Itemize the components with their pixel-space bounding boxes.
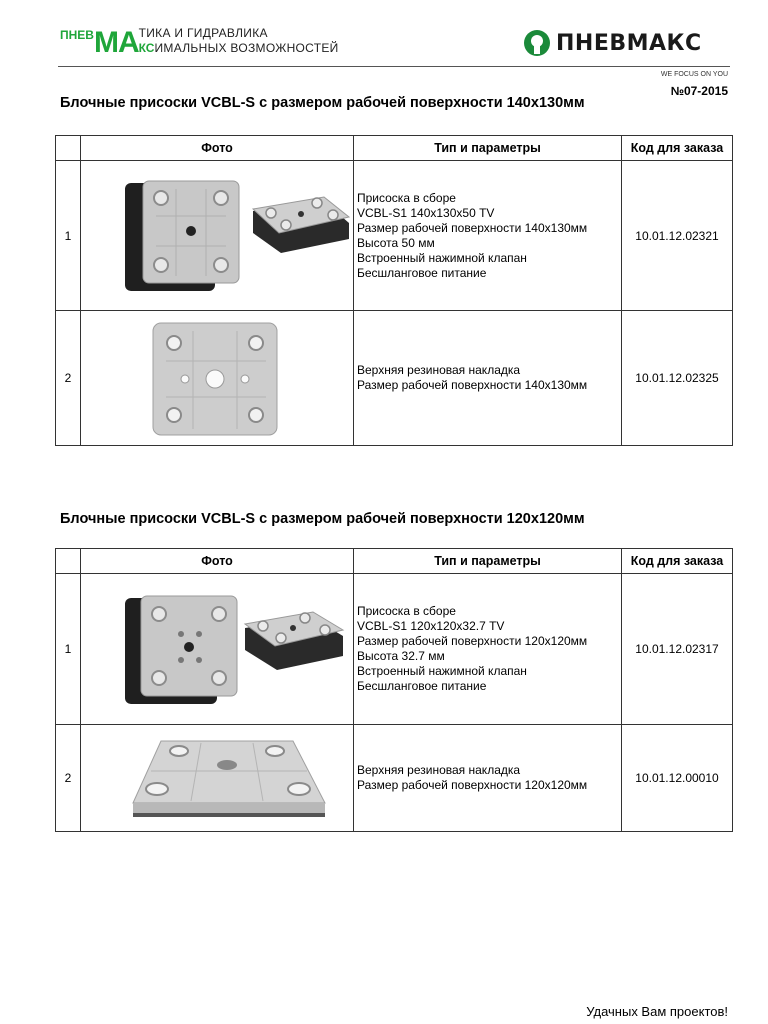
logo-name: ПНЕВМАКС	[556, 30, 702, 56]
page-header	[0, 0, 768, 70]
desc-line: VCBL-S1 140х130х50 TV	[357, 205, 495, 220]
table-row	[56, 161, 733, 311]
product-photo	[81, 311, 354, 446]
suction-cup-assembly-icon	[81, 574, 354, 724]
section-title: Блочные присоски VCBL-S с размером рабочей поверхности 120х120мм	[60, 511, 585, 527]
desc-line: Присоска в сборе	[357, 190, 456, 205]
product-description	[354, 161, 622, 311]
product-description	[354, 574, 622, 725]
desc-line: VCBL-S1 120х120х32.7 TV	[357, 619, 505, 633]
col-num-header	[56, 549, 81, 574]
col-code-header: Код для заказа	[622, 549, 733, 574]
desc-line: Бесшланговое питание	[357, 679, 487, 693]
logo-mark-icon	[524, 30, 550, 56]
section-title: Блочные присоски VCBL-S с размером рабочей поверхности 140х130мм	[60, 95, 585, 111]
table-header-row	[56, 549, 733, 574]
table-row	[56, 725, 733, 832]
desc-line: Бесшланговое питание	[357, 265, 487, 280]
product-table	[55, 548, 733, 832]
order-code: 10.01.12.00010	[622, 725, 733, 832]
tagline: WE FOCUS ON YOU	[660, 71, 728, 78]
desc-line: Размер рабочей поверхности 120х120мм	[357, 778, 588, 792]
brand-line-2: ИМАЛЬНЫХ ВОЗМОЖНОСТЕЙ	[154, 41, 339, 55]
row-number: 2	[56, 725, 81, 832]
desc-line: Встроенный нажимной клапан	[357, 664, 527, 678]
brand-line-1: ТИКА И ГИДРАВЛИКА	[138, 26, 268, 40]
table-header-row	[56, 136, 733, 161]
product-table	[55, 135, 733, 446]
product-photo	[81, 574, 354, 725]
suction-cup-assembly-icon	[81, 161, 354, 310]
brand-big-letters: МА	[93, 26, 139, 59]
brand-prefix-1: ПНЕВ	[60, 28, 94, 42]
brand-prefix-2: КС	[138, 41, 155, 55]
product-photo	[81, 725, 354, 832]
row-number: 2	[56, 311, 81, 446]
desc-line: Присоска в сборе	[357, 604, 456, 618]
desc-line: Размер рабочей поверхности 140х130мм	[357, 220, 588, 235]
table-row	[56, 574, 733, 725]
col-type-header: Тип и параметры	[354, 136, 622, 161]
col-num-header	[56, 136, 81, 161]
col-type-header: Тип и параметры	[354, 549, 622, 574]
product-description	[354, 725, 622, 832]
desc-line: Верхняя резиновая накладка	[357, 363, 521, 377]
rubber-pad-icon	[81, 311, 354, 445]
order-code: 10.01.12.02325	[622, 311, 733, 446]
desc-line: Встроенный нажимной клапан	[357, 250, 527, 265]
order-code: 10.01.12.02321	[622, 161, 733, 311]
header-divider	[58, 66, 730, 67]
brand-slogan	[60, 26, 339, 59]
col-photo-header: Фото	[81, 549, 354, 574]
issue-number: №07-2015	[670, 84, 728, 98]
desc-line: Высота 50 мм	[357, 235, 435, 250]
product-description	[354, 311, 622, 446]
desc-line: Размер рабочей поверхности 120х120мм	[357, 634, 588, 648]
product-photo	[81, 161, 354, 311]
col-code-header: Код для заказа	[622, 136, 733, 161]
order-code: 10.01.12.02317	[622, 574, 733, 725]
col-photo-header: Фото	[81, 136, 354, 161]
row-number: 1	[56, 574, 81, 725]
desc-line: Высота 32.7 мм	[357, 649, 445, 663]
desc-line: Размер рабочей поверхности 140х130мм	[357, 378, 588, 392]
row-number: 1	[56, 161, 81, 311]
company-logo	[524, 30, 702, 56]
table-row	[56, 311, 733, 446]
footer-text: Удачных Вам проектов!	[586, 1004, 728, 1019]
rubber-pad-icon	[81, 725, 354, 831]
desc-line: Верхняя резиновая накладка	[357, 763, 521, 777]
